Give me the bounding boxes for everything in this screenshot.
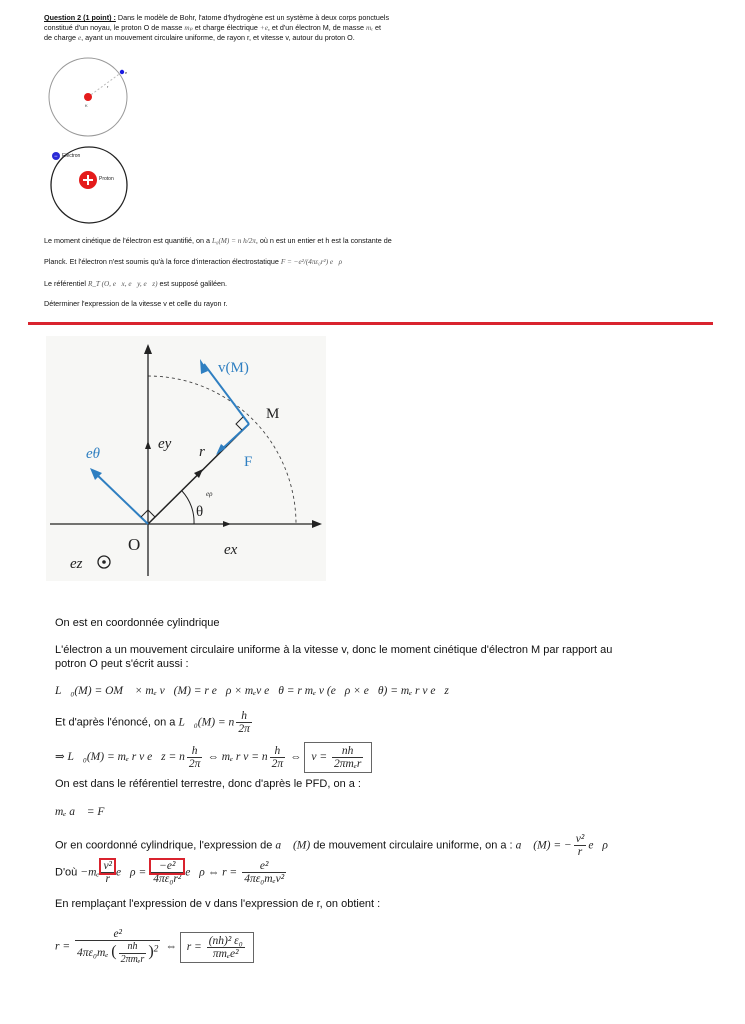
radius-result-box: r = $\frac{\text{(nh)² ε₀}}{\text{πmₑe²}}$ <box>180 932 254 963</box>
svg-text:Proton: Proton <box>99 176 114 182</box>
question-title: Question 2 (1 point) : <box>44 13 116 22</box>
svg-text:θ: θ <box>196 504 204 520</box>
statement-line-2: Planck. Et l'électron n'est soumis qu'à la force d'interaction électrostatique F = −e²/(4πε₀r²) e⃗ρ <box>44 257 343 266</box>
solution-p3: Et d'après l'énoncé, on a L⃗₀(M) = n $\frac{h}{2\pi}$ <box>55 710 250 735</box>
equation-angular-momentum: L⃗₀(M) = OM⃗ × mₑ v⃗(M) = r e⃗ρ × mₑv e⃗θ = r mₑ v (e⃗ρ × e⃗θ) = mₑ r v e⃗z <box>55 685 449 697</box>
svg-text:eρ: eρ <box>206 490 213 498</box>
solution-p7: En remplaçant l'expression de v dans l'expression de r, on obtient : <box>55 898 381 910</box>
svg-text:ex: ex <box>224 542 238 558</box>
atom-figure <box>44 145 134 227</box>
svg-text:ey: ey <box>158 436 172 452</box>
electron-dot <box>120 70 124 74</box>
svg-text:r: r <box>107 84 109 89</box>
svg-text:F: F <box>244 454 253 470</box>
solution-p6: D'où −mₑ $\frac{\text{v²}}{r}$ e⃗ρ = $\frac{\text{−e²}}{\text{4πε₀r²}}$ e⃗ρ ⇔ r = $\frac{\text{e²}}{\text{4πε₀mₑv²}}$ <box>55 860 285 885</box>
svg-text:K: K <box>85 103 88 108</box>
bohr-orbit-figure <box>44 55 134 140</box>
svg-text:Electron: Electron <box>62 153 81 159</box>
svg-text:−: − <box>54 154 58 160</box>
solution-p5: Or en coordonné cylindrique, l'expression de a⃗ (M) de mouvement circulaire uniforme, on a : a⃗ (M) = − $\frac{\text{v²}}{r}$ e⃗ρ <box>55 833 608 858</box>
question-intro: Question 2 (1 point) : Dans le modèle de Bohr, l'atome d'hydrogène est un système à deux corps ponctuels constitué d'un noyau, le proton O de masse mₚ et charge électrique +e, et d'un électron M, de masse mₑ et de charge e, ayant un mouvement circulaire uniforme, de rayon r, et vitesse v, autour du proton O. <box>44 13 390 43</box>
solution-p1: On est en coordonnée cylindrique <box>55 617 220 629</box>
svg-text:O: O <box>128 535 141 554</box>
polar-coordinates-diagram <box>46 336 326 581</box>
statement-question: Déterminer l'expression de la vitesse v et celle du rayon r. <box>44 299 228 308</box>
velocity-result-box: v = $\frac{nh}{\text{2πmₑr}}$ <box>304 742 372 773</box>
svg-text:e: e <box>125 70 128 75</box>
svg-text:v(M): v(M) <box>218 360 249 376</box>
equation-pfd: mₑ a⃗ = F⃗ <box>55 806 114 818</box>
highlight-v-squared: v² <box>103 860 112 872</box>
equation-velocity: ⇒ L⃗₀(M) = mₑ r v e⃗z = n $\frac{h}{2\pi}$ ⇔ mₑ r v = n $\frac{h}{2\pi}$ ⇔ v = $\frac{nh}{\text{2πmₑr}}$ <box>55 742 635 773</box>
svg-text:M: M <box>266 406 280 422</box>
svg-text:eθ: eθ <box>86 446 101 462</box>
statement-line-3: Le référentiel R_T (O, e⃗x, e⃗y, e⃗z) est supposé galiléen. <box>44 279 228 288</box>
svg-text:r: r <box>199 444 205 460</box>
highlight-minus-e-squared: −e² <box>151 860 183 873</box>
svg-text:ez: ez <box>70 556 83 572</box>
statement-line-1: Le moment cinétique de l'électron est quantifié, on a L₀(M) = n h/2π, où n est un entier et h est la constante de <box>44 236 392 245</box>
proton-dot <box>84 93 92 101</box>
solution-p2: L'électron a un mouvement circulaire uniforme à la vitesse v, donc le moment cinétique d'électron M par rapport au potron O peut s'écrit aussi : <box>55 644 613 670</box>
section-divider <box>28 322 713 325</box>
equation-radius: r = e² 4πε₀mₑ ( $\frac{nh}{\text{2πmₑr}}$ )$^2$ ⇔ r = $\frac{\text{(nh)² ε₀}}{\text{πmₑe²}}$ <box>55 928 635 966</box>
solution-p4: On est dans le référentiel terrestre, donc d'après le PFD, on a : <box>55 778 361 790</box>
